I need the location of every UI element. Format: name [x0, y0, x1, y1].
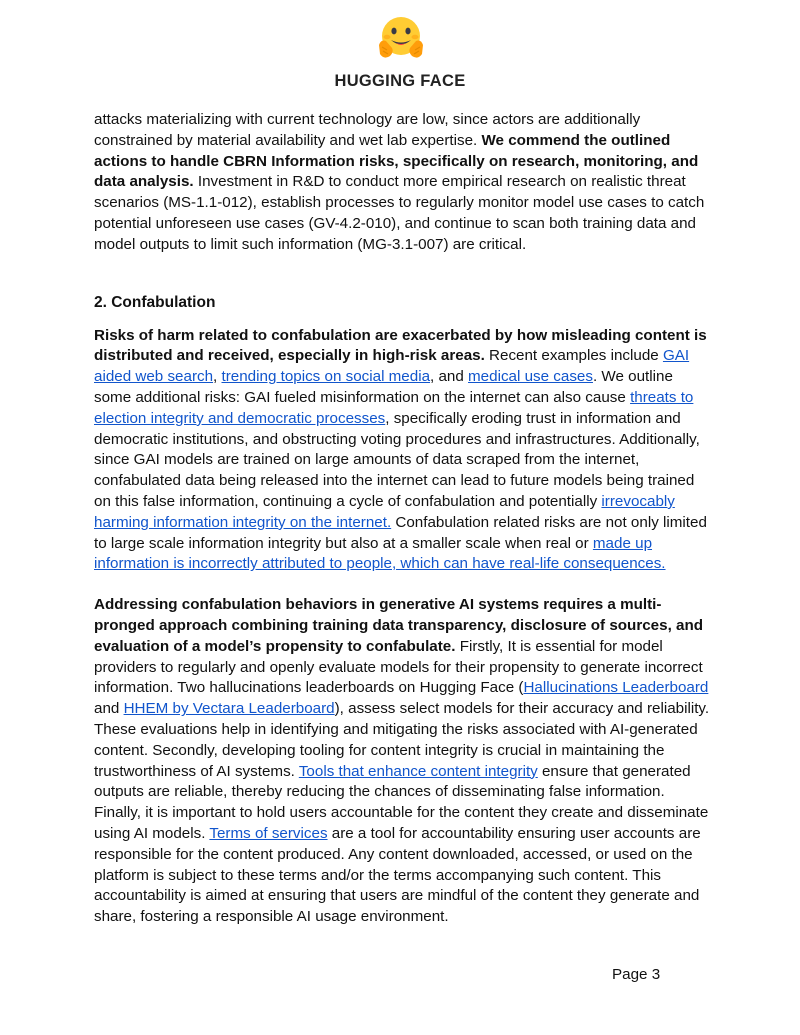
addressing-text-4: ensure that generated outputs are reliable, thereby reducing the chances of disseminating false information. Finally, it is important to hold users accountable for the content they create and disseminate using AI models.	[94, 762, 709, 842]
risks-text-6: Confabulation related risks are not only limited to large scale information integrity but also at a smaller scale when real or	[94, 513, 707, 552]
spacer	[94, 314, 710, 326]
link-trending-topics[interactable]: trending topics on social media	[221, 368, 431, 386]
link-hallucinations-leaderboard[interactable]: Hallucinations Leaderboard	[523, 679, 709, 697]
intro-bold-1: We commend the outlined actions to handle CBRN Information risks, specifically on research, monitoring, and data analysis.	[94, 131, 699, 191]
document-body	[94, 110, 710, 928]
link-terms-of-services[interactable]: Terms of services	[209, 824, 328, 842]
page-number: Page 3	[612, 966, 661, 983]
risks-paragraph	[94, 326, 710, 576]
addressing-text-1: Firstly, It is essential for model providers to regularly and openly evaluate models for their propensity to generate incorrect information. Two hallucinations leaderboards on Hugging Face (	[94, 637, 703, 697]
addressing-text-5: are a tool for accountability ensuring user accounts are responsible for the content produced. Any content downloaded, accessed, or used on the platform is subject to these terms and/or the terms accompanying such content. This accountability is aimed at ensuring that users are mindful of the content they generate and share, fostering a responsible AI usage environment.	[94, 824, 701, 926]
intro-text-1: attacks materializing with current technology are low, since actors are additionally constrained by material availability and wet lab expertise.	[94, 111, 641, 149]
intro-paragraph	[94, 110, 710, 256]
risks-bold-1: Risks of harm related to confabulation are exacerbated by how misleading content is distributed and received, especially in high-risk areas.	[94, 326, 707, 365]
addressing-bold-1: Addressing confabulation behaviors in generative AI systems requires a multi-pronged approach combining training data transparency, disclosure of sources, and evaluation of a model’s propensity to confabulate.	[94, 596, 704, 655]
risks-text-4: . We outline some additional risks: GAI fueled misinformation on the internet can also cause	[94, 368, 673, 406]
brand-title: HUGGING FACE	[334, 72, 466, 90]
section-heading-confabulation: 2. Confabulation	[94, 293, 216, 311]
addressing-text-3: ), assess select models for their accuracy and reliability. These evaluations help in identifying and mitigating the risks associated with AI-generated content. Secondly, developing tooling for content integrity is crucial in maintaining the trustworthiness of AI systems.	[94, 700, 710, 780]
hugging-face-emoji-icon	[376, 14, 426, 64]
spacer	[94, 575, 710, 595]
link-made-up-information[interactable]: made up information is incorrectly attributed to people, which can have real-life consequences.	[94, 534, 666, 573]
link-medical-use-cases[interactable]: medical use cases	[468, 368, 593, 386]
link-gai-aided-web-search[interactable]: GAI aided web search	[94, 347, 690, 386]
intro-text-2: Investment in R&D to conduct more empirical research on realistic threat scenarios (MS-1.1-012), establish processes to regularly monitor model use cases to catch potential unforeseen use cases (GV-4.2-010), and continue to scan both training data and model outputs to limit such information (MG-3.1-007) are critical.	[94, 173, 705, 253]
addressing-paragraph	[94, 595, 710, 928]
risks-text-1: Recent examples include	[484, 347, 663, 365]
link-tools-content-integrity[interactable]: Tools that enhance content integrity	[298, 762, 538, 780]
link-irrevocably-harming[interactable]: irrevocably harming information integrity on the internet.	[94, 492, 675, 531]
link-hhem-vectara-leaderboard[interactable]: HHEM by Vectara Leaderboard	[123, 700, 335, 718]
link-threats-election-integrity[interactable]: threats to election integrity and democratic processes	[94, 388, 694, 427]
risks-text-3: , and	[430, 368, 469, 386]
risks-text-5: , specifically eroding trust in information and democratic institutions, and obstructing voting procedures and infrastructures. Additionally, since GAI models are trained on large amounts of data scraped from the internet, confabulated data being released into the internet can lead to future models being trained on this false information, continuing a cycle of confabulation and potentially	[94, 409, 700, 510]
risks-text-2: ,	[213, 368, 222, 386]
addressing-text-2: and	[94, 700, 124, 718]
